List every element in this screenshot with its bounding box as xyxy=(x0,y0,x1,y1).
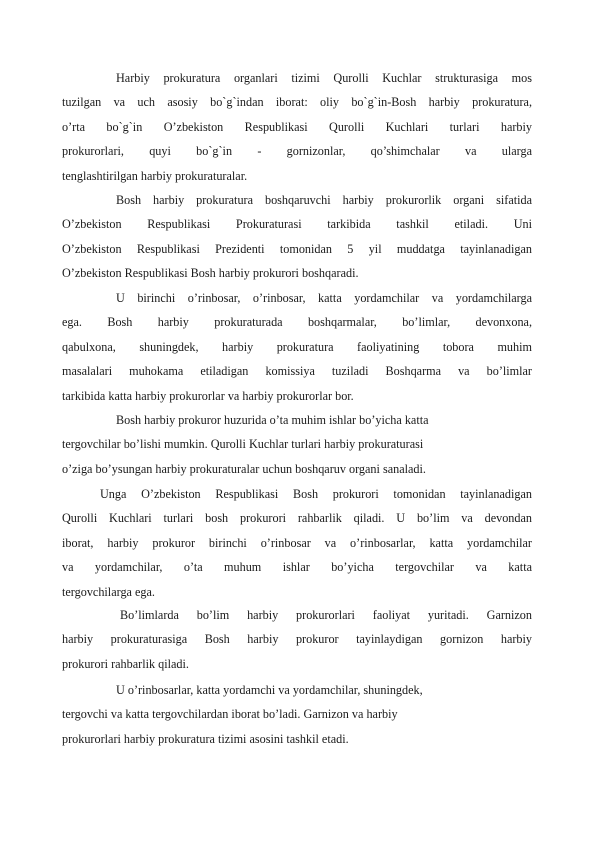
text-line: Bosh harbiy prokuror huzurida o’ta muhim ishlar bo’yicha katta xyxy=(116,413,429,427)
text-line: O’zbekiston Respublikasi Prokuraturasi tarkibida tashkil etiladi. Uni xyxy=(62,217,532,232)
text-line: tuzilgan va uch asosiy bo`g`indan iborat: oliy bo`g`in-Bosh harbiy prokuratura, xyxy=(62,95,532,110)
paragraph-2 xyxy=(62,188,532,286)
text-line: Harbiy prokuratura organlari tizimi Qurolli Kuchlar strukturasiga mos xyxy=(116,71,532,85)
text-line: o’rta bo`g`in O’zbekiston Respublikasi Qurolli Kuchlari turlari harbiy xyxy=(62,119,532,134)
text-line: masalalari muhokama etiladigan komissiya tuziladi Boshqarma va bo’limlar xyxy=(62,364,532,379)
text-line: qabulxona, shuningdek, harbiy prokuratura faoliyatining tobora muhim xyxy=(62,339,532,354)
text-line: prokurorlari, quyi bo`g`in - gornizonlar, qo’shimchalar va ularga xyxy=(62,144,532,159)
text-line: Bosh harbiy prokuratura boshqaruvchi harbiy prokurorlik organi sifatida xyxy=(116,193,532,207)
text-line: va yordamchilar, o’ta muhum ishlar bo’yicha tergovchilar va katta xyxy=(62,560,532,575)
text-line: prokurorlari harbiy prokuratura tizimi asosini tashkil etadi. xyxy=(62,731,349,746)
text-line: harbiy prokuraturasiga Bosh harbiy prokuror tayinlaydigan gornizon harbiy xyxy=(62,632,532,647)
text-line: tenglashtirilgan harbiy prokuraturalar. xyxy=(62,168,248,183)
text-line: Qurolli Kuchlari turlari bosh prokurori rahbarlik qiladi. U bo’lim va devondan xyxy=(62,511,532,526)
paragraph-6 xyxy=(62,603,532,676)
paragraph-1 xyxy=(62,66,532,188)
text-line: tergovchi va katta tergovchilardan iborat bo’ladi. Garnizon va harbiy xyxy=(62,707,398,722)
paragraph-7 xyxy=(62,678,532,751)
text-line: U birinchi o’rinbosar, o’rinbosar, katta yordamchilar va yordamchilarga xyxy=(116,291,532,305)
text-line: prokurori rahbarlik qiladi. xyxy=(62,656,189,671)
text-line: tergovchilarga ega. xyxy=(62,584,155,599)
text-line: O’zbekiston Respublikasi Bosh harbiy prokurori boshqaradi. xyxy=(62,266,359,281)
text-line: Bo’limlarda bo’lim harbiy prokurorlari faoliyat yuritadi. Garnizon xyxy=(120,608,532,622)
text-line: Unga O’zbekiston Respublikasi Bosh prokurori tomonidan tayinlanadigan xyxy=(100,487,532,501)
text-line: tarkibida katta harbiy prokurorlar va harbiy prokurorlar bor. xyxy=(62,388,354,403)
text-line: o’ziga bo’ysungan harbiy prokuraturalar uchun boshqaruv organi sanaladi. xyxy=(62,461,426,476)
paragraph-4 xyxy=(62,408,532,481)
paragraph-3 xyxy=(62,286,532,408)
text-line: U o’rinbosarlar, katta yordamchi va yordamchilar, shuningdek, xyxy=(116,683,423,697)
text-line: O’zbekiston Respublikasi Prezidenti tomonidan 5 yil muddatga tayinlanadigan xyxy=(62,241,532,256)
text-line: tergovchilar bo’lishi mumkin. Qurolli Kuchlar turlari harbiy prokuraturasi xyxy=(62,437,424,452)
paragraph-5 xyxy=(62,482,532,604)
text-line: ega. Bosh harbiy prokuraturada boshqarmalar, bo’limlar, devonxona, xyxy=(62,315,532,330)
text-line: iborat, harbiy prokuror birinchi o’rinbosar va o’rinbosarlar, katta yordamchilar xyxy=(62,535,532,550)
